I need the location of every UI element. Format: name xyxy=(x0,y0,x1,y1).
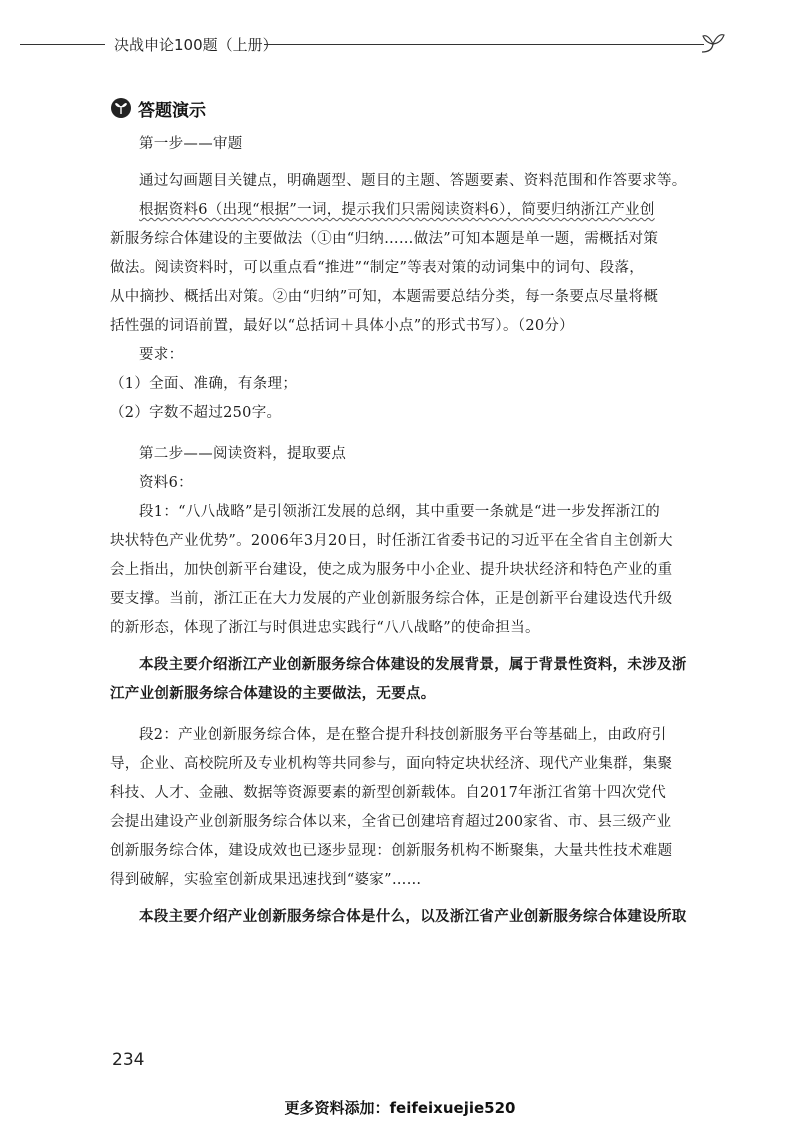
question-line: 括性强的词语前置，最好以“总括词＋具体小点”的形式书写）。（20分） xyxy=(110,318,574,334)
book-title: 决战申论100题（上册） xyxy=(114,36,278,54)
requirement-item: （1）全面、准确，有条理； xyxy=(110,376,298,392)
analysis-note: 本段主要介绍浙江产业创新服务综合体建设的发展背景，属于背景性资料，未涉及浙 xyxy=(139,657,687,673)
material-label: 资料6： xyxy=(139,475,193,491)
question-keywords: 根据资料6（出现“根据”一词，提示我们只需阅读资料6），简要归纳浙江产业创 xyxy=(139,202,655,218)
sprout-icon xyxy=(700,30,726,56)
page-body xyxy=(110,130,710,932)
footer-note: 更多资料添加：feifeixuejie520 xyxy=(284,1099,516,1117)
paragraph-line: 得到破解，实验室创新成果迅速找到“婆家”…… xyxy=(110,872,422,888)
question-line: 新服务综合体建设的主要做法（①由“归纳……做法”可知本题是单一题，需概括对策 xyxy=(110,231,659,247)
header-rule-left xyxy=(20,44,105,45)
paragraph-line: 要支撑。当前，浙江正在大力发展的产业创新服务综合体，正是创新平台建设迭代升级 xyxy=(110,591,673,607)
section-heading xyxy=(110,96,206,120)
header-rule-right xyxy=(264,44,704,45)
requirements-title: 要求： xyxy=(139,347,184,363)
paragraph-line: 会提出建设产业创新服务综合体以来，全省已创建培育超过200家省、市、县三级产业 xyxy=(110,814,672,830)
paragraph-line: 段2：产业创新服务综合体，是在整合提升科技创新服务平台等基础上，由政府引 xyxy=(139,727,667,743)
paragraph-line: 的新形态，体现了浙江与时俱进忠实践行“八八战略”的使命担当。 xyxy=(110,620,540,636)
question-line xyxy=(110,196,710,225)
analysis-note: 江产业创新服务综合体建设的主要做法，无要点。 xyxy=(110,686,436,702)
step2-title: 第二步——阅读资料，提取要点 xyxy=(139,446,347,462)
analysis-note: 本段主要介绍产业创新服务综合体是什么，以及浙江省产业创新服务综合体建设所取 xyxy=(139,909,687,925)
paragraph-line: 科技、人才、金融、数据等资源要素的新型创新载体。自2017年浙江省第十四次党代 xyxy=(110,785,667,801)
section-title: 答题演示 xyxy=(138,100,206,121)
running-header xyxy=(20,30,720,60)
page-number: 234 xyxy=(112,1050,145,1070)
paragraph-line: 块状特色产业优势”。2006年3月20日，时任浙江省委书记的习近平在全省自主创新大 xyxy=(110,533,673,549)
step1-title: 第一步——审题 xyxy=(139,136,243,152)
question-line: 从中摘抄、概括出对策。②由“归纳”可知，本题需要总结分类，每一条要点尽量将概 xyxy=(110,289,659,305)
paragraph-line: 会上指出，加快创新平台建设，使之成为服务中小企业、提升块状经济和特色产业的重 xyxy=(110,562,673,578)
question-line: 做法。阅读资料时，可以重点看“推进”“制定”等表对策的动词集中的词句、段落， xyxy=(110,260,645,276)
leaf-badge-icon xyxy=(110,97,132,119)
paragraph-line: 段1：“八八战略”是引领浙江发展的总纲，其中重要一条就是“进一步发挥浙江的 xyxy=(139,504,661,520)
paragraph-line: 导，企业、高校院所及专业机构等共同参与，面向特定块状经济、现代产业集群，集聚 xyxy=(110,756,673,772)
paragraph-line: 创新服务综合体，建设成效也已逐步显现：创新服务机构不断聚集，大量共性技术难题 xyxy=(110,843,673,859)
step1-intro: 通过勾画题目关键点，明确题型、题目的主题、答题要素、资料范围和作答要求等。 xyxy=(139,173,687,189)
requirement-item: （2）字数不超过250字。 xyxy=(110,405,282,421)
